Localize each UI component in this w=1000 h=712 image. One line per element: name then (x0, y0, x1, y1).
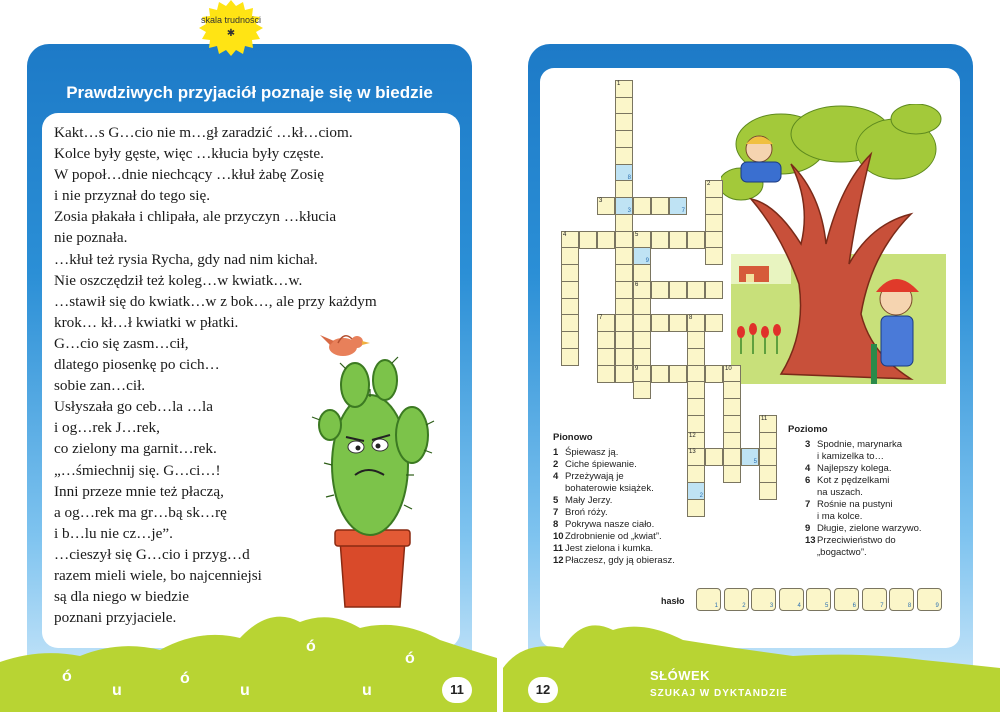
clue-number: 10 (553, 531, 564, 542)
clue-number: 4 (805, 463, 811, 474)
clue-number: 5 (553, 495, 559, 506)
password-index: 8 (627, 174, 631, 181)
poem-line: „…śmiechnij się. G…ci…! (54, 461, 221, 479)
clue-text: Spodnie, marynarka (817, 439, 903, 450)
poem-line: i b…lu nie cz…je”. (54, 524, 173, 542)
clue-text: Długie, zielone warzywo. (817, 523, 922, 534)
clue-number: 1 (553, 447, 559, 458)
password-box-index: 9 (935, 603, 939, 609)
clue-text: Zdrobnienie od „kwiat”. (565, 531, 662, 542)
poem-line: Kakt…s G…cio nie m…gł zaradzić …kł…ciom. (54, 124, 353, 141)
poem-line: G…cio się zasm…cił, (54, 334, 189, 352)
clue-number: 11 (553, 543, 564, 554)
clue-text: i kamizelka to… (817, 451, 885, 462)
vowel-letter: ó (306, 638, 316, 655)
clue-text: Śpiewasz ją. (565, 447, 619, 458)
cell-number: 3 (599, 198, 603, 205)
poem-line: poznani przyjaciele. (54, 609, 177, 627)
clue-number: 7 (805, 499, 811, 510)
cell-number: 9 (635, 365, 639, 372)
clue-text: Rośnie na pustyni (817, 499, 893, 510)
clue-text: na uszach. (817, 487, 863, 498)
poem-line: …stawił się do kwiatk…w z bok…, ale przy każdym (54, 292, 377, 310)
clue-number: 6 (805, 475, 811, 486)
vowel-letter: u (240, 682, 250, 699)
poem-line: Kolce były gęste, więc …kłucia były częste. (54, 145, 324, 163)
poem-line: i nie przyznał do tego się. (54, 187, 211, 205)
left-page (0, 0, 497, 712)
password-box-index: 1 (714, 603, 718, 609)
across-clues-title: Poziomo (788, 424, 828, 435)
clue-text: bohaterowie książek. (565, 483, 654, 494)
clue-number: 8 (553, 519, 559, 530)
page-number: 11 (442, 677, 472, 703)
clue-text: Mały Jerzy. (565, 495, 613, 506)
clue-number: 13 (805, 535, 816, 546)
page-number: 12 (528, 677, 558, 703)
poem-line: …cieszył się G…cio i przyg…d (54, 545, 250, 563)
cell-number: 7 (599, 315, 603, 322)
clue-number: 4 (553, 471, 559, 482)
poem-line: Zosia płakała i chlipała, ale przyczyn …kłucia (54, 208, 337, 226)
poem-line: są dla niego w biedzie (54, 588, 189, 606)
poem-line: Usłyszała go ceb…la …la (54, 398, 213, 416)
difficulty-label: skala trudności (200, 15, 262, 25)
poem-line: i og…rek J…rek, (54, 419, 160, 437)
clue-text: Pokrywa nasze ciało. (565, 519, 655, 530)
password-box-index: 5 (825, 603, 829, 609)
poem-line: a og…rek ma gr…bą sk…rę (54, 503, 227, 521)
cell-number: 4 (563, 231, 567, 238)
grass-hills (503, 0, 1000, 712)
cell-number: 10 (725, 365, 732, 372)
difficulty-stars: ✱ (226, 28, 236, 39)
password-index: 5 (753, 459, 757, 466)
clue-text: „bogactwo”. (817, 547, 867, 558)
down-clues-title: Pionowo (553, 432, 593, 443)
password-index: 7 (681, 208, 685, 215)
clue-number: 3 (805, 439, 811, 450)
clue-text: Broń róży. (565, 507, 608, 518)
password-box-index: 6 (852, 603, 856, 609)
poem-line: nie poznała. (54, 229, 128, 247)
cell-number: 5 (635, 231, 639, 238)
password-box-index: 8 (907, 603, 912, 609)
vowel-letter: ó (405, 650, 415, 667)
poem-line: sobie zan…cił. (54, 377, 146, 395)
cell-number: 1 (617, 81, 621, 87)
clue-text: Przeciwieństwo do (817, 535, 896, 546)
clue-text: Przeżywają je (565, 471, 624, 482)
password-box-index: 7 (880, 603, 884, 609)
password-label: hasło (661, 596, 685, 606)
clue-text: Ciche śpiewanie. (565, 459, 637, 470)
password-index: 9 (645, 258, 649, 265)
poem-line: dlatego piosenkę po cich… (54, 356, 220, 374)
page-title: Prawdziwych przyjaciół poznaje się w biedzie (66, 83, 433, 102)
clue-number: 2 (553, 459, 559, 470)
poem-line: razem mieli wiele, bo najcenniejsi (54, 566, 262, 584)
poem-line: Inni przeze mnie też płaczą, (54, 482, 224, 500)
clue-text: i ma kolce. (817, 511, 863, 522)
vowel-letter: ó (62, 668, 72, 685)
cell-number: 6 (635, 281, 639, 288)
password-box-index: 3 (769, 603, 774, 609)
password-index: 3 (627, 208, 631, 215)
poem-line: …kłuł też rysia Rycha, gdy nad nim kichał. (54, 250, 318, 268)
cell-number: 11 (761, 415, 768, 422)
cell-number: 12 (689, 432, 696, 439)
clue-text: Jest zielona i kumka. (565, 543, 654, 554)
cell-number: 2 (707, 181, 711, 188)
clue-number: 12 (553, 555, 564, 566)
password-box-index: 4 (797, 603, 801, 609)
poem-line: Nie oszczędził też koleg…w kwiatk…w. (54, 271, 303, 289)
password-index: 2 (699, 492, 703, 499)
vowel-letter: u (112, 682, 122, 699)
clue-number: 9 (805, 523, 811, 534)
poem-line: krok… kł…ł kwiatki w płatki. (54, 313, 239, 331)
poem-line: W popoł…dnie niechcący …kłuł żabę Zosię (54, 166, 325, 184)
footer-title: SŁÓWEK (650, 668, 711, 683)
grass-hills (0, 0, 497, 712)
cell-number: 8 (689, 315, 693, 322)
clue-text: Płaczesz, gdy ją obierasz. (565, 555, 675, 566)
vowel-letter: u (362, 682, 372, 699)
footer-subtitle: SZUKAJ W DYKTANDZIE (650, 688, 788, 699)
poem-line: co zielony ma garnit…rek. (54, 440, 217, 458)
right-page (503, 0, 1000, 712)
clue-text: Kot z pędzelkami (817, 475, 890, 486)
clue-number: 7 (553, 507, 559, 518)
vowel-letter: ó (180, 670, 190, 687)
password-box-index: 2 (742, 603, 746, 609)
cell-number: 13 (689, 449, 696, 456)
clue-text: Najlepszy kolega. (817, 463, 892, 474)
